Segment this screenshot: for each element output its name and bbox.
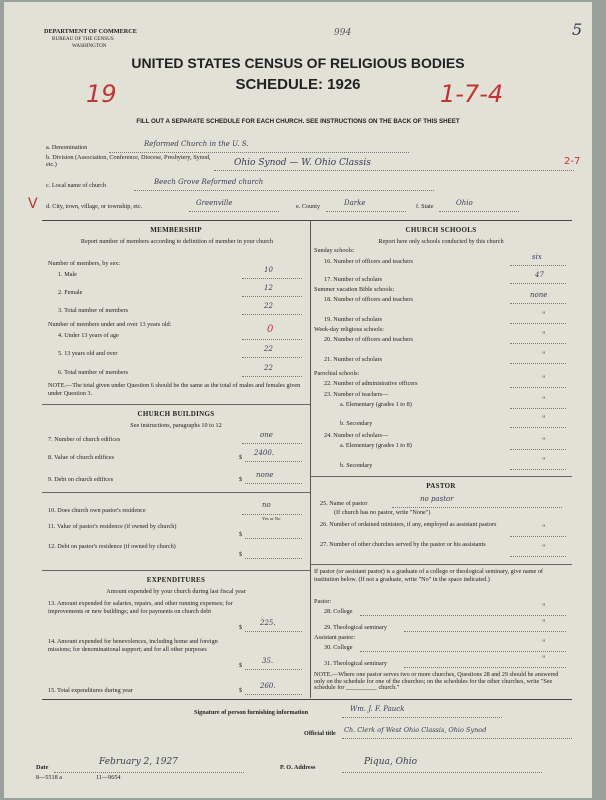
form-title: UNITED STATES CENSUS OF RELIGIOUS BODIES [131, 55, 465, 71]
q31-value: " [542, 655, 546, 663]
q22-label: 22. Number of administrative officers [324, 380, 418, 387]
q16-label: 16. Number of officers and teachers [324, 258, 413, 265]
q13-label: 13. Amount expended for salaries, repairs, and other running expenses; for improvements or new buildings; and for payments on church debt [48, 600, 233, 615]
q26-value: " [542, 524, 546, 532]
q22-value: " [542, 375, 546, 383]
q5-label: 5. 13 years old and over [58, 350, 118, 357]
right-column [310, 220, 572, 700]
assistant-subhead: Assistant pastor: [314, 634, 356, 641]
local-name-label: c. Local name of church [46, 182, 106, 189]
q30-value: " [542, 639, 546, 647]
q17-label: 17. Number of scholars [324, 276, 383, 283]
q1-value: 10 [264, 266, 273, 274]
q7-value: one [260, 431, 273, 439]
q17-value: 47 [535, 271, 544, 279]
state-label: f. State [416, 203, 434, 210]
q15-value: 260. [260, 682, 276, 690]
parochial-label: Parochial schools: [314, 370, 360, 377]
q29-label: 29. Theological seminary [324, 624, 387, 631]
q24b-label: b. Secondary [340, 462, 373, 469]
city-label: d. City, town, village, or township, etc. [46, 203, 143, 210]
q9-value: none [256, 471, 274, 479]
q14-value: 35. [262, 657, 274, 665]
red-v-mark: V [28, 196, 38, 212]
q9-label: 9. Debt on church edifices [48, 476, 114, 483]
q10-value: no [262, 501, 271, 509]
q10-hint: Yes or No [262, 516, 281, 521]
print-number: 11—9654 [96, 774, 121, 781]
q25-label: 25. Name of pastor [320, 500, 368, 507]
q23-label: 23. Number of teachers— [324, 391, 389, 398]
q7-label: 7. Number of church edifices [48, 436, 121, 443]
q1-label: 1. Male [58, 271, 77, 278]
dept-name: DEPARTMENT OF COMMERCE [44, 28, 137, 35]
city-value: Greenville [196, 199, 233, 207]
official-title-value: Ch. Clerk of West Ohio Classis, Ohio Synod [344, 726, 487, 734]
q30-label: 30. College [324, 644, 353, 651]
q12-label: 12. Debt on pastor's residence (if owned by church) [48, 543, 176, 550]
red-code-left: 19 [86, 80, 117, 108]
po-address-label: P. O. Address [280, 764, 316, 771]
q11-label: 11. Value of pastor's residence (if owned by church) [48, 523, 177, 530]
state-value: Ohio [456, 199, 473, 207]
q24-label: 24. Number of scholars— [324, 432, 389, 439]
signature-label: Signature of person furnishing information [194, 709, 309, 716]
po-address-value: Piqua, Ohio [364, 757, 418, 767]
division-label: b. Division (Association, Conference, Diocese, Presbytery, Synod, etc.) [46, 154, 211, 168]
q26-label: 26. Number of ordained ministers, if any, employed as assistant pastors [320, 521, 497, 528]
q23a-label: a. Elementary (grades 1 to 8) [340, 401, 412, 408]
schools-intro: Report here only schools conducted by this church [378, 238, 504, 245]
official-title-label: Official title [304, 730, 336, 737]
q13-value: 225. [260, 619, 276, 627]
q8-label: 8. Value of church edifices [48, 454, 115, 461]
date-value: February 2, 1927 [99, 757, 178, 767]
form-number: 8—5518 a [36, 774, 62, 781]
q21-label: 21. Number of scholars [324, 356, 383, 363]
q6-value: 22 [264, 364, 273, 372]
stamp-number: 994 [334, 28, 352, 38]
q19-value: " [542, 311, 546, 319]
by-sex-label: Number of members, by sex: [48, 260, 120, 267]
membership-title: MEMBERSHIP [150, 226, 202, 234]
q14-dollar: $ [239, 662, 243, 669]
pastor-note: NOTE.—Where one pastor serves two or more churches, Questions 28 and 29 should be answered only on the schedule for one of the churches; on the schedules for the other churches, write "See schedule for __________ church." [314, 671, 559, 691]
q3-label: 3. Total number of members [58, 307, 129, 314]
q27-value: " [542, 544, 546, 552]
q20-label: 20. Number of officers and teachers [324, 336, 413, 343]
q6-label: 6. Total number of members [58, 369, 129, 376]
signature-value: Wm. J. F. Pauck [350, 705, 405, 713]
q4-label: 4. Under 13 years of age [58, 332, 119, 339]
q27-label: 27. Number of other churches served by the pastor or his assistants [320, 541, 486, 548]
q2-value: 12 [264, 284, 273, 292]
q29-value: " [542, 619, 546, 627]
q15-label: 15. Total expenditures during year [48, 687, 133, 694]
q25-value: no pastor [420, 495, 454, 503]
denomination-value: Reformed Church in the U. S. [144, 140, 249, 148]
age-intro: Number of members under and over 13 years old: [48, 321, 172, 328]
q24a-label: a. Elementary (grades 1 to 8) [340, 442, 412, 449]
q12-dollar: $ [239, 551, 243, 558]
pastor-title: PASTOR [426, 482, 456, 490]
q13-dollar: $ [239, 624, 243, 631]
q19-label: 19. Number of scholars [324, 316, 383, 323]
q8-dollar: $ [239, 454, 243, 461]
q23b-label: b. Secondary [340, 420, 373, 427]
q25-hint: (If church has no pastor, write "None") [334, 509, 431, 516]
bureau-name: BUREAU OF THE CENSUS [52, 36, 114, 42]
buildings-intro: See instructions, paragraphs 10 to 12 [130, 422, 222, 429]
q28-value: " [542, 603, 546, 611]
q10-label: 10. Does church own pastor's residence [48, 507, 146, 514]
graduate-note: If pastor (or assistant pastor) is a graduate of a college or theological seminary, give name of institution below. (If not a graduate, write "No" in the space indicated.) [314, 568, 543, 583]
q24a-value: " [542, 437, 546, 445]
schedule-title: SCHEDULE: 1926 [235, 76, 361, 93]
q24b-value: " [542, 457, 546, 465]
q21-value: " [542, 351, 546, 359]
membership-intro: Report number of members according to definition of member in your church [80, 238, 274, 245]
expenditures-intro: Amount expended by your church during last fiscal year [106, 588, 246, 595]
left-column [42, 220, 310, 700]
q4-value: 0 [267, 324, 274, 335]
weekday-label: Week-day religious schools: [314, 326, 384, 333]
q16-value: six [532, 253, 542, 261]
denomination-label: a. Denomination [46, 144, 88, 151]
date-label: Date [36, 764, 49, 771]
q9-dollar: $ [239, 476, 243, 483]
instruction-line: FILL OUT A SEPARATE SCHEDULE FOR EACH CHURCH. SEE INSTRUCTIONS ON THE BACK OF THIS SHEET [136, 118, 460, 125]
membership-note: NOTE.—The total given under Question 6 should be the same as the total of males and females given under Question 3. [48, 382, 301, 397]
q18-value: none [530, 291, 548, 299]
red-code-right: 1-7-4 [440, 80, 504, 108]
q8-value: 2400. [254, 449, 275, 457]
division-value: Ohio Synod — W. Ohio Classis [234, 158, 371, 168]
q14-label: 14. Amount expended for benevolences, including home and foreign missions; for denominational support; and for all other purposes [48, 638, 218, 653]
q3-value: 22 [264, 302, 273, 310]
census-schedule-sheet [4, 2, 592, 798]
q5-value: 22 [264, 345, 273, 353]
pastor-subhead: Pastor: [314, 598, 332, 605]
county-label: e. County [296, 203, 321, 210]
county-value: Darke [344, 199, 366, 207]
summer-label: Summer vacation Bible schools: [314, 286, 395, 293]
q20-value: " [542, 331, 546, 339]
local-name-value: Beech Grove Reformed church [154, 178, 264, 186]
sunday-label: Sunday schools: [314, 247, 355, 254]
division-red-code: 2-7 [564, 156, 581, 167]
schools-title: CHURCH SCHOOLS [405, 226, 477, 234]
buildings-title: CHURCH BUILDINGS [137, 410, 215, 418]
q31-label: 31. Theological seminary [324, 660, 387, 667]
expenditures-title: EXPENDITURES [146, 576, 206, 584]
q2-label: 2. Female [58, 289, 83, 296]
bureau-city: WASHINGTON [72, 43, 107, 49]
q18-label: 18. Number of officers and teachers [324, 296, 413, 303]
q28-label: 28. College [324, 608, 353, 615]
q23a-value: " [542, 396, 546, 404]
q11-dollar: $ [239, 531, 243, 538]
corner-mark: 5 [572, 20, 583, 39]
q23b-value: " [542, 415, 546, 423]
q15-dollar: $ [239, 687, 243, 694]
